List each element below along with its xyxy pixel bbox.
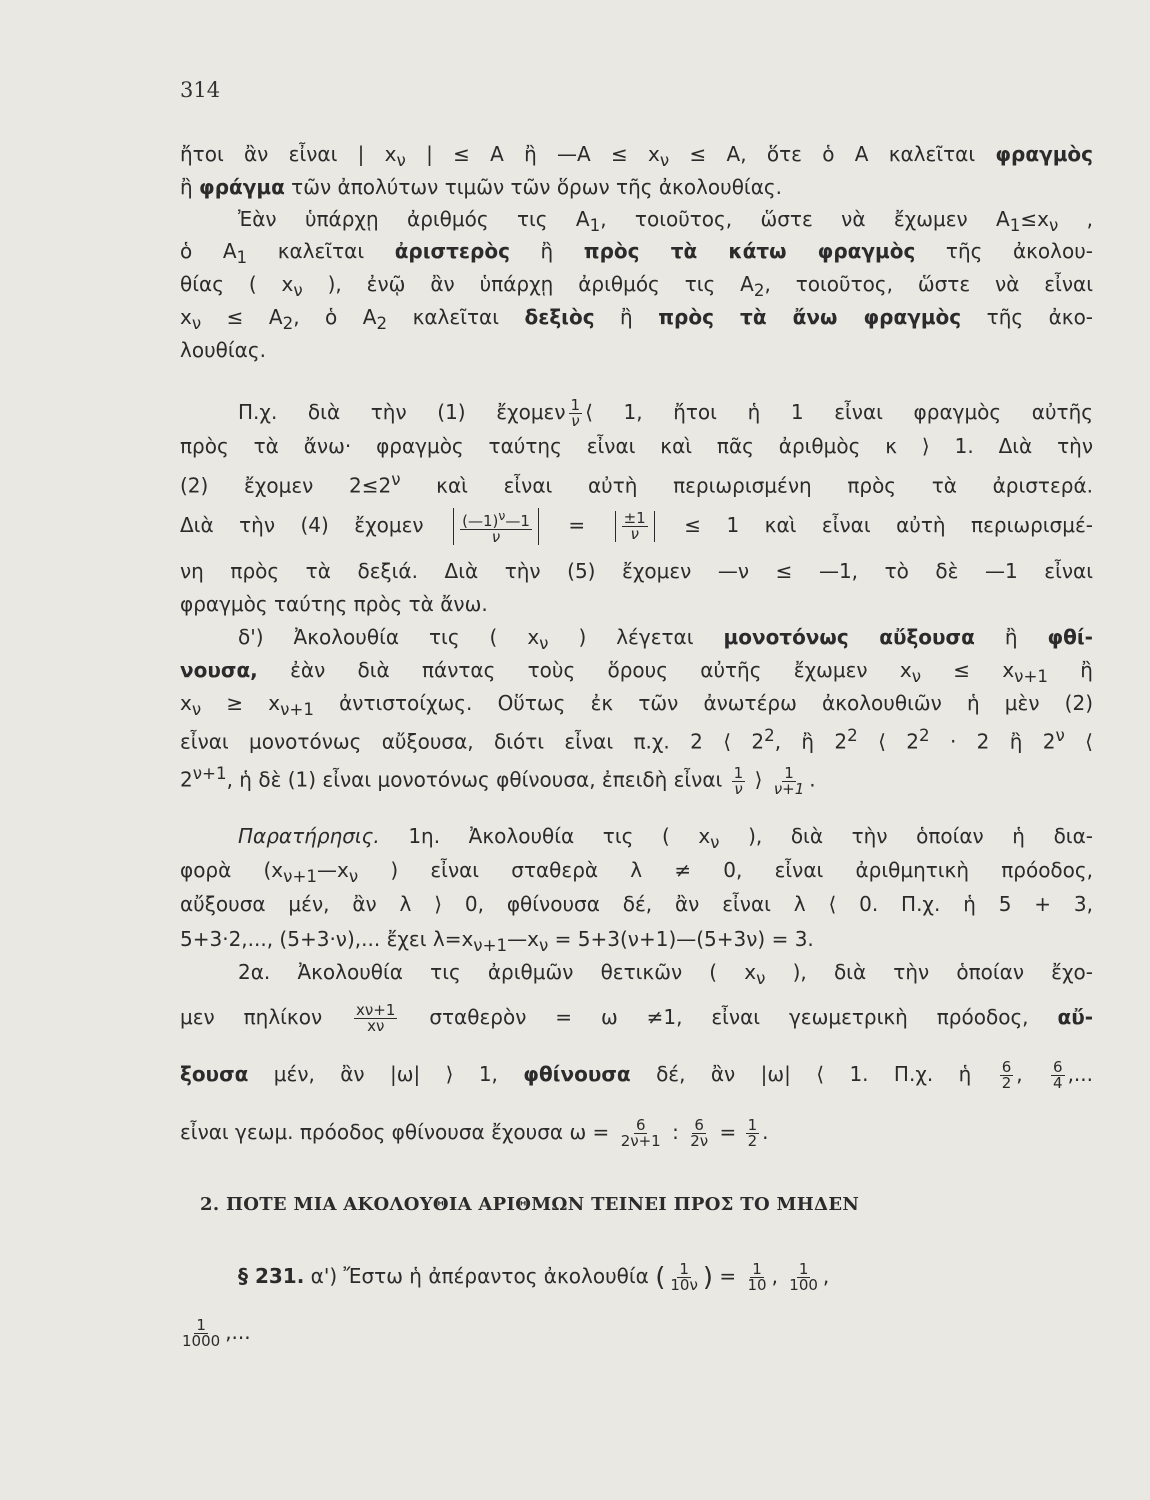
text-line: μεν πηλίκον $\frac{x\nu+1}{x\nu}$ σταθερὸν = ω ≠1, εἶναι γεωμετρικὴ πρόοδος, αὔ- [180,1001,1093,1035]
fraction: $\frac{x\nu+1}{x\nu}$ [356,1001,396,1035]
fraction: $\frac{1}{1000}$ [182,1316,221,1350]
text-line: Παρατήρησις. 1η. Ἀκολουθία τις ( $x_\nu$ ), διὰ τὴν ὁποίαν ἡ δια- [238,824,1093,852]
remark-label: Παρατήρησις. [238,824,380,848]
text-line: φορὰ ($x_{\nu+1}—x_\nu$ ) εἶναι σταθερὰ λ ≠ 0, εἶναι ἀριθμητικὴ πρόοδος, [180,858,1093,886]
section-number: § 231. [238,1264,305,1288]
text-line: 2α. Ἀκολουθία τις ἀριθμῶν θετικῶν ( $x_\nu$ ), διὰ τὴν ὁποίαν ἔχο- [238,960,1093,988]
text-line: Διὰ τὴν (4) ἔχομεν $\frac{(—1)^\nu—1}{\nu}$ = $\frac{\pm 1}{\nu}$ ≤ 1 καὶ εἶναι αὐτὴ περιωρισμέ- [180,508,1093,546]
page-number: 314 [180,78,221,102]
text-line: δ') Ἀκολουθία τις ( $x_\nu$ ) λέγεται μονοτόνως αὔξουσα ἢ φθί- [238,625,1093,653]
text-line: (2) ἔχομεν $2\le 2^\nu$ καὶ εἶναι αὐτὴ περιωρισμένη πρὸς τὰ ἀριστερά. [180,470,1094,498]
text-line: ὁ $A_1$ καλεῖται ἀριστερὸς ἢ πρὸς τὰ κάτω φραγμὸς τῆς ἀκολου- [180,239,1094,267]
text-line: Ἐὰν ὑπάρχῃ ἀριθμός τις $A_1$, τοιοῦτος, ὥστε νὰ ἔχωμεν $A_1\le x_\nu$ , [238,207,1093,235]
text-line: νη πρὸς τὰ δεξιά. Διὰ τὴν (5) ἔχομεν —ν ≤ —1, τὸ δὲ —1 εἶναι [180,559,1093,583]
text-line: $x_\nu \ge x_{\nu+1}$ ἀντιστοίχως. Οὕτως ἐκ τῶν ἀνωτέρω ἀκολουθιῶν ἡ μὲν (2) [180,691,1093,719]
text-line: πρὸς τὰ ἄνω· φραγμὸς ταύτης εἶναι καὶ πᾶς ἀριθμὸς κ ⟩ 1. Διὰ τὴν [180,434,1093,458]
text-line: $x_\nu \le A_2$, ὁ $A_2$ καλεῖται δεξιὸς ἢ πρὸς τὰ ἄνω φραγμὸς τῆς ἀκο- [180,305,1094,333]
text-line: εἶναι μονοτόνως αὔξουσα, διότι εἶναι π.χ. 2 ⟨ $2^2$, ἢ $2^2$ ⟨ $2^2 \cdot 2$ ἢ $2^\nu$ ⟨ [180,726,1093,754]
text-line: θίας ( $x_\nu$ ), ἐνῷ ἂν ὑπάρχῃ ἀριθμός τις $A_2$, τοιοῦτος, ὥστε νὰ εἶναι [180,272,1094,300]
fraction: $\frac{1}{\nu+1}$ [773,763,805,798]
text-line: $2^{\nu+1}$, ἡ δὲ (1) εἶναι μονοτόνως φθίνουσα, ἐπειδὴ εἶναι $\frac{1}{\nu}$ ⟩ $\frac{1}{\nu+1}$ . [180,763,816,798]
fraction: $\frac{1}{10\nu}$ [670,1260,698,1294]
section-heading: 2. ΠΟΤΕ ΜΙΑ ΑΚΟΛΟΥΘΙΑ ΑΡΙΘΜΩΝ ΤΕΙΝΕΙ ΠΡΟΣ ΤΟ ΜΗΔΕΝ [200,1194,860,1215]
text-line: φραγμὸς ταύτης πρὸς τὰ ἄνω. [180,592,488,616]
fraction: $\frac{6}{2\nu+1}$ [620,1116,661,1150]
text-line: Π.χ. διὰ τὴν (1) ἔχομεν $\frac{1}{\nu}$ ⟨ 1, ἤτοι ἡ 1 εἶναι φραγμὸς αὐτῆς [238,396,1093,430]
text-line: 5+3·2,..., (5+3·ν),... ἔχει $\lambda=x_{\nu+1}—x_\nu$ = 5+3(ν+1)—(5+3ν) = 3. [180,927,814,955]
absolute-value: $\frac{\pm 1}{\nu}$ [615,511,655,542]
text-line: § 231. α') Ἔστω ἡ ἀπέραντος ἀκολουθία ( $\frac{1}{10\nu}$ ) = $\frac{1}{10}$ , $\frac{1}{100}$ , [238,1260,830,1294]
text-line: ἢ φράγμα τῶν ἀπολύτων τιμῶν τῶν ὅρων τῆς ἀκολουθίας. [180,175,782,199]
text-line: λουθίας. [180,338,266,362]
fraction: $\frac{6}{4}$ [1053,1058,1063,1092]
text-line: ξουσα μέν, ἂν |ω| ⟩ 1, φθίνουσα δέ, ἂν |ω| ⟨ 1. Π.χ. ἡ $\frac{6}{2}$ , $\frac{6}{4}$ ,... [180,1058,1093,1092]
text-line: $\frac{1}{1000}$ ,... [182,1316,251,1350]
text-line: εἶναι γεωμ. πρόοδος φθίνουσα ἔχουσα ω = $\frac{6}{2\nu+1}$ : $\frac{6}{2\nu}$ = $\frac{1}{2}$ . [180,1116,769,1150]
fraction: $\frac{1}{10}$ [747,1260,767,1294]
absolute-value: $\frac{(—1)^\nu—1}{\nu}$ [453,508,539,545]
fraction: $\frac{1}{\nu}$ [733,763,744,798]
fraction: $\frac{1}{100}$ [789,1260,818,1294]
fraction: $\frac{1}{\nu}$ [570,396,581,430]
text-line: ἤτοι ἂν εἶναι | $x_\nu$ | ≤ Α ἢ —Α ≤ $x_\nu \le A$, ὅτε ὁ Α καλεῖται φραγμὸς [180,142,1094,170]
text-line: νουσα, ἐὰν διὰ πάντας τοὺς ὅρους αὐτῆς ἔχωμεν $x_\nu \le x_{\nu+1}$ ἢ [180,658,1093,686]
text-line: αὔξουσα μέν, ἂν λ ⟩ 0, φθίνουσα δέ, ἂν εἶναι λ ⟨ 0. Π.χ. ἡ 5 + 3, [180,892,1093,916]
fraction: $\frac{6}{2}$ [1001,1058,1012,1092]
fraction: $\frac{6}{2\nu}$ [690,1116,709,1150]
fraction: $\frac{1}{2}$ [747,1116,758,1150]
